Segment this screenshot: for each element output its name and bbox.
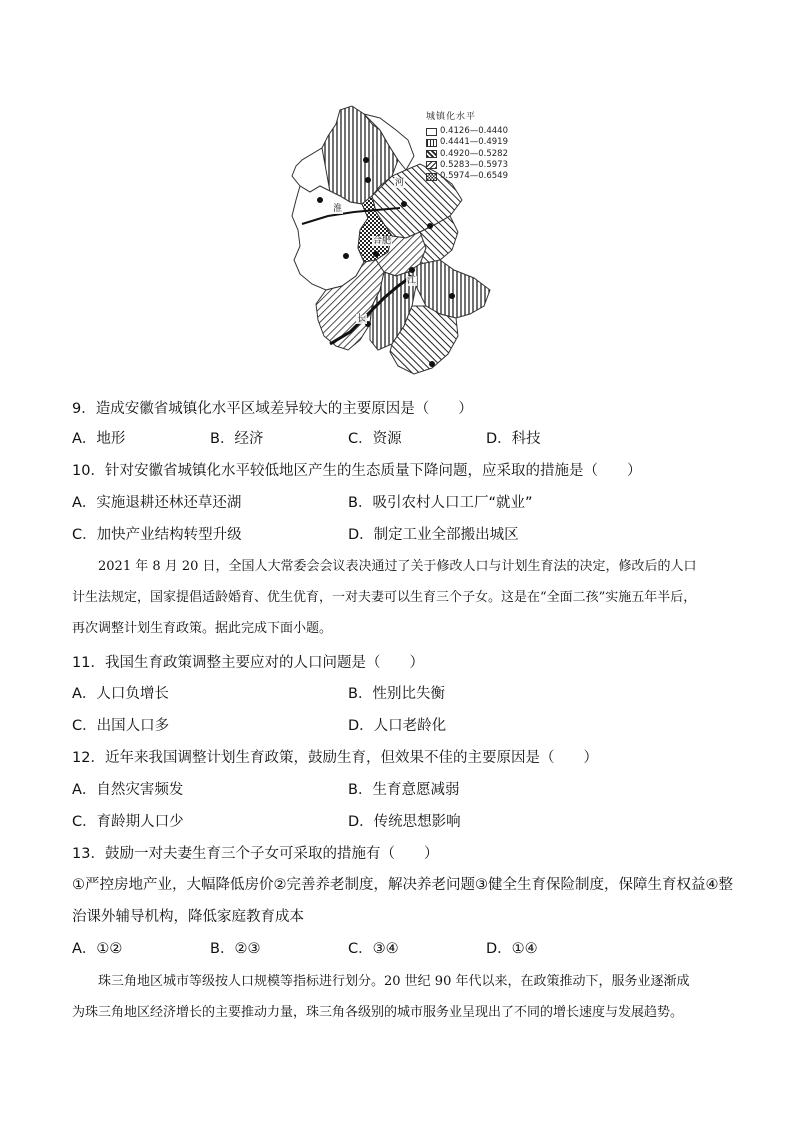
map-legend xyxy=(426,112,508,182)
q10-option-c: C．加快产业结构转型升级 xyxy=(72,527,242,543)
q9-option-d: D．科技 xyxy=(486,431,541,447)
q13-option-a: A．①② xyxy=(72,941,123,957)
legend-item xyxy=(426,160,508,171)
passage-pearl-river-delta xyxy=(72,966,732,1028)
q12-option-d: D．传统思想影响 xyxy=(348,814,461,830)
q9-option-c: C．资源 xyxy=(348,431,402,447)
question-12-stem: 12．近年来我国调整计划生育政策，鼓励生育，但效果不佳的主要原因是（ ） xyxy=(72,750,598,766)
q9-option-b: B．经济 xyxy=(210,431,264,447)
legend-range: 0.5974—0.6549 xyxy=(440,171,508,182)
legend-item xyxy=(426,149,508,160)
passage-line: 为珠三角地区经济增长的主要推动力量，珠三角各级别的城市服务业呈现出了不同的增长速度与发展趋势。 xyxy=(72,1005,684,1020)
legend-item xyxy=(426,137,508,148)
q11-option-c: C．出国人口多 xyxy=(72,718,170,734)
q12-option-b: B．生育意愿减弱 xyxy=(348,782,460,798)
legend-item xyxy=(426,126,508,137)
q9-option-a: A．地形 xyxy=(72,431,126,447)
legend-range: 0.4441—0.4919 xyxy=(440,137,508,148)
q13-statements-line1: ①严控房地产业，大幅降低房价②完善养老制度，解决养老问题③健全生育保险制度，保障生育权益④整 xyxy=(72,877,733,893)
legend-title: 城镇化水平 xyxy=(426,112,477,122)
question-10-stem: 10．针对安徽省城镇化水平较低地区产生的生态质量下降问题，应采取的措施是（ ） xyxy=(72,463,642,479)
legend-item xyxy=(426,171,508,182)
q11-option-a: A．人口负增长 xyxy=(72,686,169,702)
passage-line: 再次调整计划生育政策。据此完成下面小题。 xyxy=(72,621,333,636)
legend-swatch-diagonal xyxy=(426,161,437,169)
legend-swatch-diagonal-back xyxy=(426,150,437,158)
passage-birth-policy xyxy=(72,551,732,644)
q13-statements-line2: 治课外辅导机构，降低家庭教育成本 xyxy=(72,909,304,925)
q10-option-b: B．吸引农村人口工厂“就业” xyxy=(348,495,533,511)
q11-option-d: D．人口老龄化 xyxy=(348,718,447,734)
q13-option-c: C．③④ xyxy=(348,941,399,957)
q13-option-b: B．②③ xyxy=(210,941,261,957)
question-9-stem: 9．造成安徽省城镇化水平区域差异较大的主要原因是（ ） xyxy=(72,401,473,417)
map-label-hefei: 合肥 xyxy=(373,236,392,246)
legend-range: 0.4920—0.5282 xyxy=(440,148,508,159)
map-label-chang: 长 xyxy=(357,314,367,324)
q10-option-d: D．制定工业全部搬出城区 xyxy=(348,527,519,543)
map-label-huai: 淮 xyxy=(333,204,343,214)
passage-line: 计生法规定，国家提倡适龄婚育、优生优育，一对夫妻可以生育三个子女。这是在“全面二孩”实施五年半后， xyxy=(72,590,697,605)
legend-swatch-checker xyxy=(426,173,437,181)
question-13-stem: 13．鼓励一对夫妻生育三个子女可采取的措施有（ ） xyxy=(72,846,439,862)
question-11-stem: 11．我国生育政策调整主要应对的人口问题是（ ） xyxy=(72,655,424,671)
q13-option-d: D．①④ xyxy=(486,941,538,957)
passage-line: 2021 年 8 月 20 日，全国人大常委会会议表决通过了关于修改人口与计划生育法的决定，修改后的人口 xyxy=(98,559,697,574)
legend-swatch-blank xyxy=(426,128,437,136)
q12-option-a: A．自然灾害频发 xyxy=(72,782,184,798)
legend-range: 0.5283—0.5973 xyxy=(440,159,508,170)
legend-range: 0.4126—0.4440 xyxy=(440,126,508,137)
legend-swatch-vertical xyxy=(426,139,437,147)
passage-line: 珠三角地区城市等级按人口规模等指标进行划分。20 世纪 90 年代以来，在政策推动下，服务业逐渐成 xyxy=(98,974,690,989)
map-label-he: 河 xyxy=(395,178,405,188)
q11-option-b: B．性别比失衡 xyxy=(348,686,445,702)
q12-option-c: C．育龄期人口少 xyxy=(72,814,184,830)
map-label-jiang: 江 xyxy=(407,276,417,286)
q10-option-a: A．实施退耕还林还草还湖 xyxy=(72,495,242,511)
